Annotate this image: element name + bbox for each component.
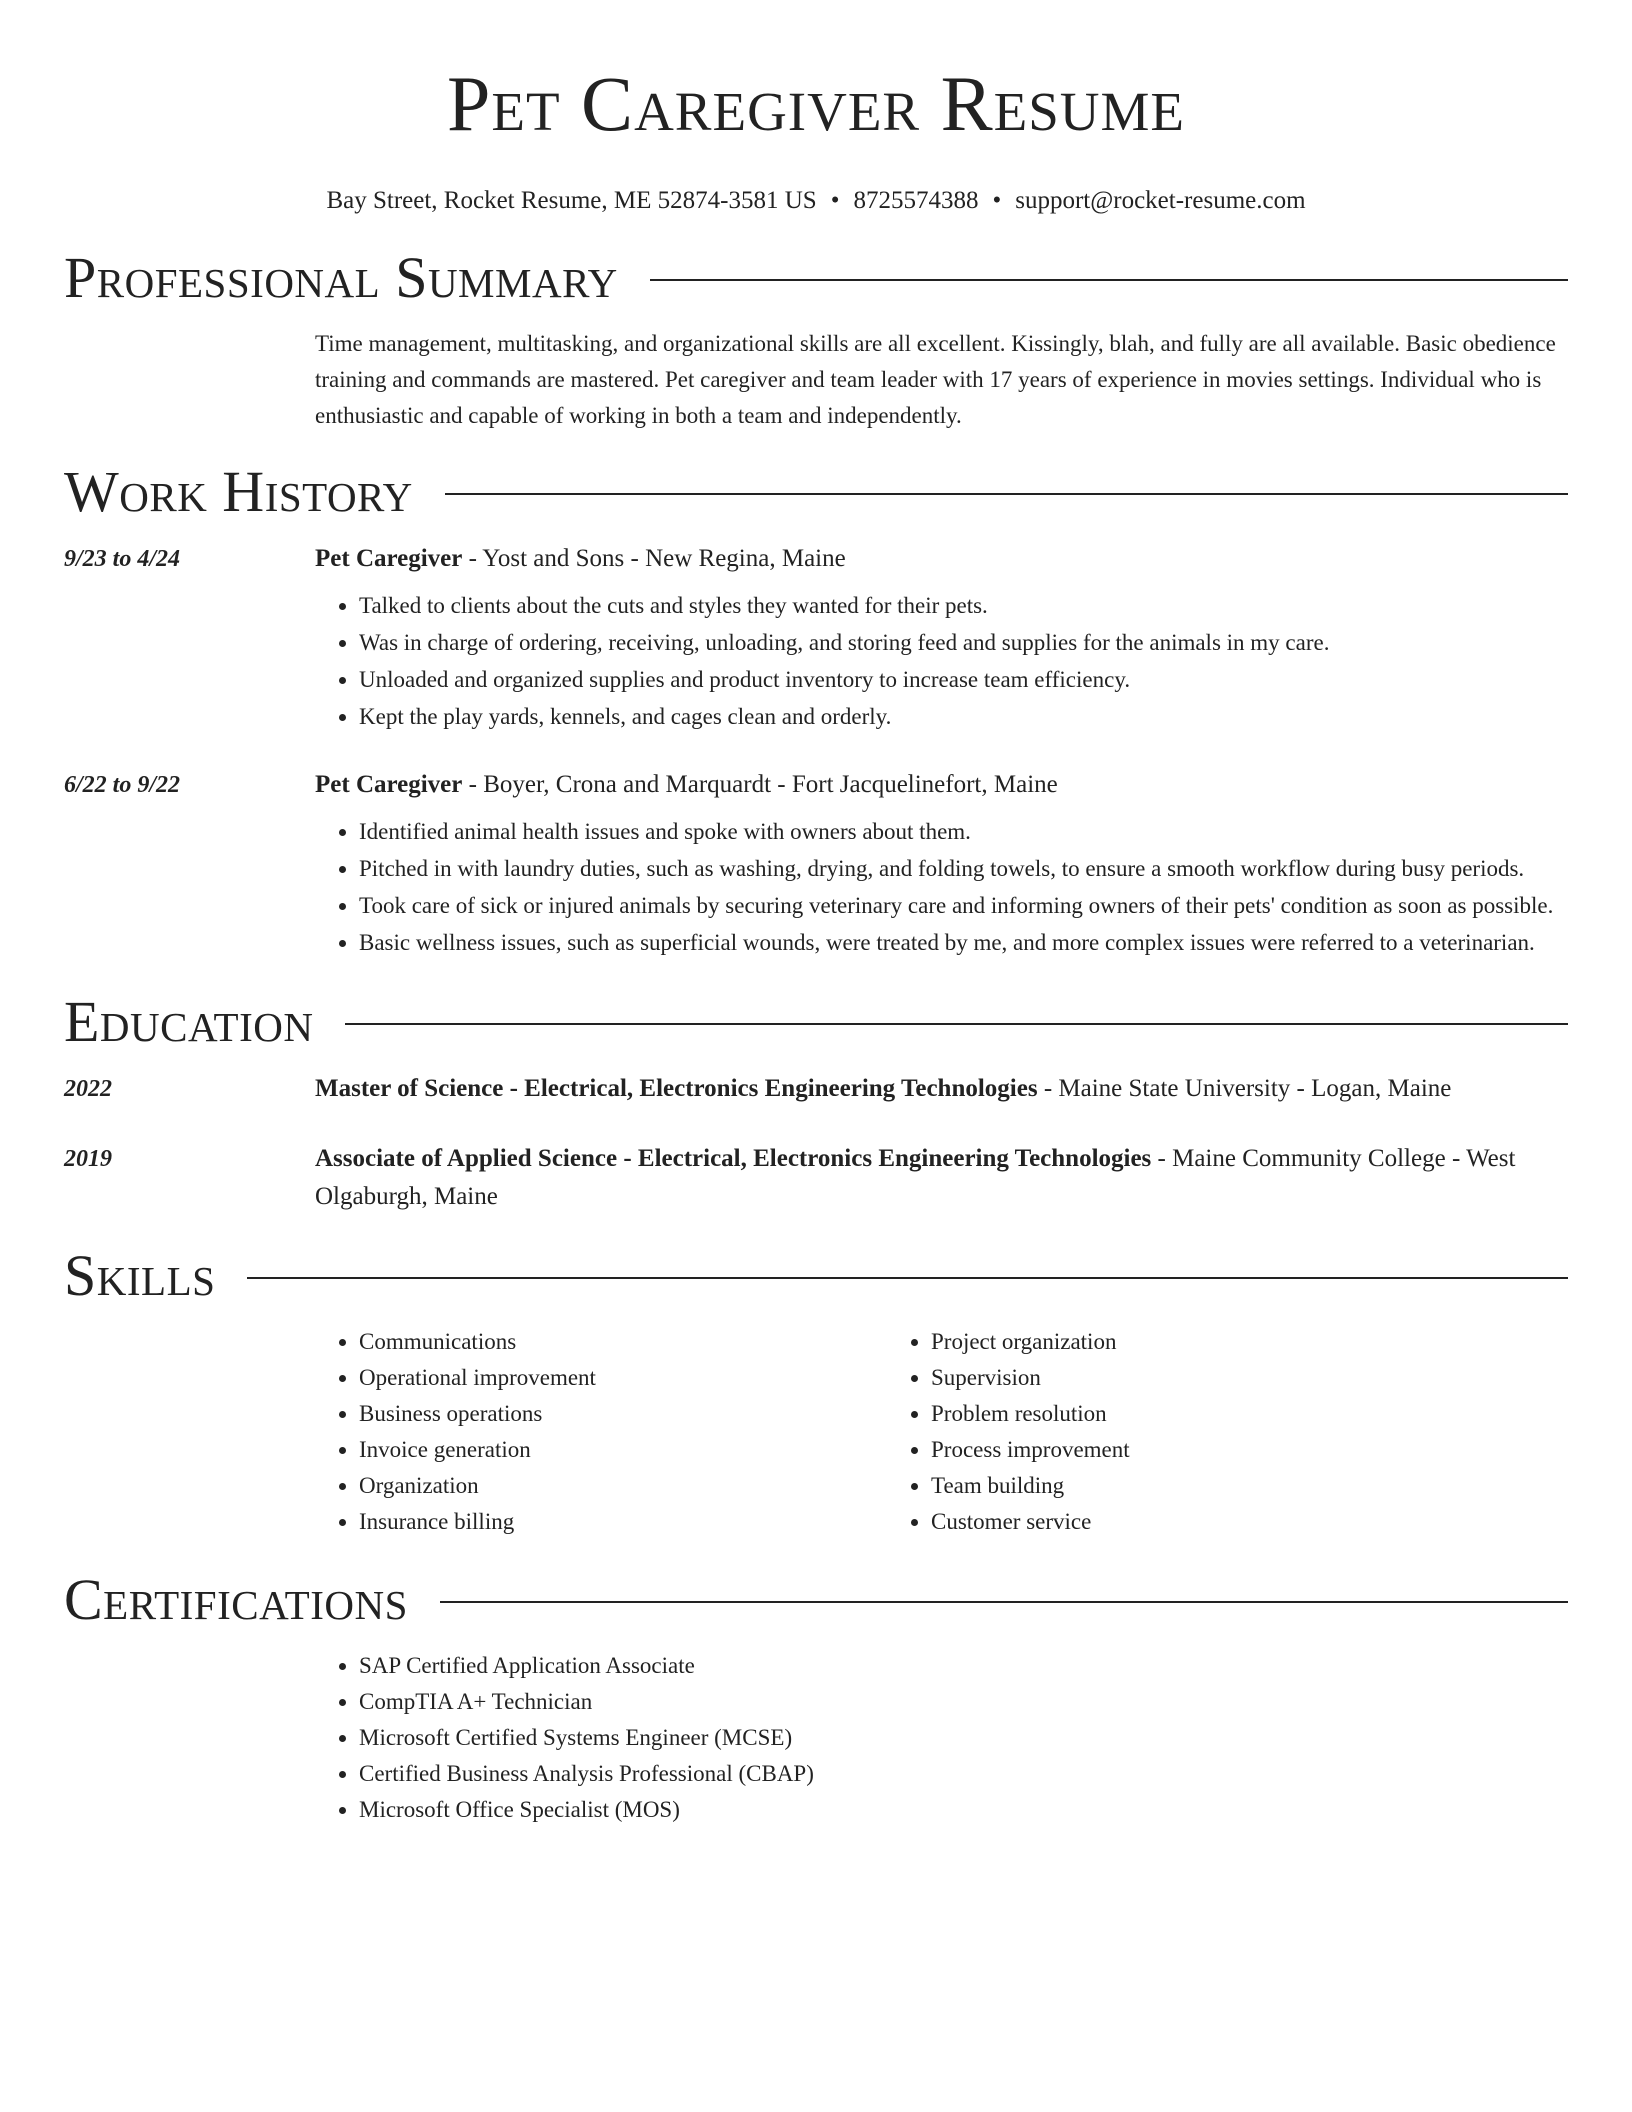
job-bullets <box>315 814 1568 961</box>
skill-item: • Communications <box>359 1324 887 1360</box>
job-dates: 6/22 to 9/22 <box>64 772 181 798</box>
certification-item: • Certified Business Analysis Professional (CBAP) <box>359 1756 1568 1792</box>
education-degree: Master of Science - Electrical, Electronics Engineering Technologies <box>315 1075 1038 1102</box>
job-bullet: • Identified animal health issues and spoke with owners about them. <box>359 814 1568 850</box>
job-bullet: • Was in charge of ordering, receiving, unloading, and storing feed and supplies for the animals in my care. <box>359 625 1568 661</box>
certifications-list <box>315 1648 1568 1828</box>
section-divider <box>650 279 1568 281</box>
certification-item: • SAP Certified Application Associate <box>359 1648 1568 1684</box>
certifications-items <box>315 1648 1568 1828</box>
section-divider <box>445 493 1568 495</box>
section-work-header <box>64 460 1568 524</box>
skill-item: • Insurance billing <box>359 1504 887 1540</box>
skills-column-left <box>315 1324 887 1540</box>
education-entry <box>64 1140 1568 1216</box>
certification-item: • Microsoft Certified Systems Engineer (MCSE) <box>359 1720 1568 1756</box>
section-heading-certifications: Certifications <box>64 1567 408 1632</box>
education-content <box>315 1070 1568 1108</box>
education-details: - Maine Community College - West Olgaburgh, Maine <box>315 1145 1516 1210</box>
section-heading-summary: Professional Summary <box>64 245 618 310</box>
job-bullet: • Took care of sick or injured animals by securing veterinary care and informing owners of their pets' condition as soon as possible. <box>359 888 1568 924</box>
job-entry <box>64 540 1568 736</box>
section-skills-header <box>64 1244 1568 1308</box>
job-content <box>315 766 1568 962</box>
job-heading <box>315 540 1568 578</box>
contact-line <box>64 186 1568 216</box>
job-bullet: • Kept the play yards, kennels, and cages clean and orderly. <box>359 699 1568 735</box>
contact-address: Bay Street, Rocket Resume, ME 52874-3581 US <box>326 187 817 214</box>
skill-item: • Project organization <box>931 1324 1459 1360</box>
skill-item: • Customer service <box>931 1504 1459 1540</box>
section-certifications-header <box>64 1568 1568 1632</box>
job-heading <box>315 766 1568 804</box>
contact-email: support@rocket-resume.com <box>1015 187 1306 214</box>
contact-separator: • <box>992 187 1002 214</box>
education-content <box>315 1140 1568 1216</box>
skill-item: • Organization <box>359 1468 887 1504</box>
education-details: - Maine State University - Logan, Maine <box>1037 1075 1452 1102</box>
summary-text: Time management, multitasking, and organizational skills are all excellent. Kissingly, blah, and fully are all available. Basic obedience training and commands are mastered. Pet caregiver and team leader with 17 years of experience in movies settings. Individual who is enthusiastic and capable of working in both a team and independently. <box>315 331 1556 428</box>
job-bullets <box>315 588 1568 735</box>
section-heading-work: Work History <box>64 459 413 524</box>
education-year: 2022 <box>64 1076 112 1102</box>
skills-column-right <box>887 1324 1459 1540</box>
section-divider <box>247 1277 1568 1279</box>
job-dates: 9/23 to 4/24 <box>64 546 181 572</box>
contact-separator: • <box>830 187 840 214</box>
section-education-header <box>64 990 1568 1054</box>
job-bullet: • Pitched in with laundry duties, such as washing, drying, and folding towels, to ensure a smooth workflow during busy periods. <box>359 851 1568 887</box>
job-details: - Yost and Sons - New Regina, Maine <box>462 545 846 572</box>
education-year: 2019 <box>64 1146 112 1172</box>
job-bullet: • Basic wellness issues, such as superficial wounds, were treated by me, and more complex issues were referred to a veterinarian. <box>359 925 1568 961</box>
skill-item: • Invoice generation <box>359 1432 887 1468</box>
section-heading-skills: Skills <box>64 1243 216 1308</box>
skill-item: • Operational improvement <box>359 1360 887 1396</box>
section-divider <box>345 1023 1568 1025</box>
certification-item: • Microsoft Office Specialist (MOS) <box>359 1792 1568 1828</box>
job-details: - Boyer, Crona and Marquardt - Fort Jacquelinefort, Maine <box>462 771 1058 798</box>
certification-item: • CompTIA A+ Technician <box>359 1684 1568 1720</box>
job-bullet: • Talked to clients about the cuts and styles they wanted for their pets. <box>359 588 1568 624</box>
job-content <box>315 540 1568 736</box>
education-entry <box>64 1070 1568 1108</box>
section-divider <box>440 1601 1568 1603</box>
education-degree: Associate of Applied Science - Electrical, Electronics Engineering Technologies <box>315 1145 1152 1172</box>
section-summary-header <box>64 246 1568 310</box>
section-heading-education: Education <box>64 989 314 1054</box>
skills-list <box>315 1324 1568 1540</box>
skill-item: • Business operations <box>359 1396 887 1432</box>
skill-item: • Supervision <box>931 1360 1459 1396</box>
skill-item: • Problem resolution <box>931 1396 1459 1432</box>
resume-title: Pet Caregiver Resume <box>446 60 1186 147</box>
job-title: Pet Caregiver <box>315 771 463 798</box>
job-bullet: • Unloaded and organized supplies and product inventory to increase team efficiency. <box>359 662 1568 698</box>
job-title: Pet Caregiver <box>315 545 463 572</box>
job-entry <box>64 766 1568 962</box>
skill-item: • Team building <box>931 1468 1459 1504</box>
contact-phone: 8725574388 <box>853 187 979 214</box>
skill-item: • Process improvement <box>931 1432 1459 1468</box>
resume-page <box>64 60 1568 1828</box>
